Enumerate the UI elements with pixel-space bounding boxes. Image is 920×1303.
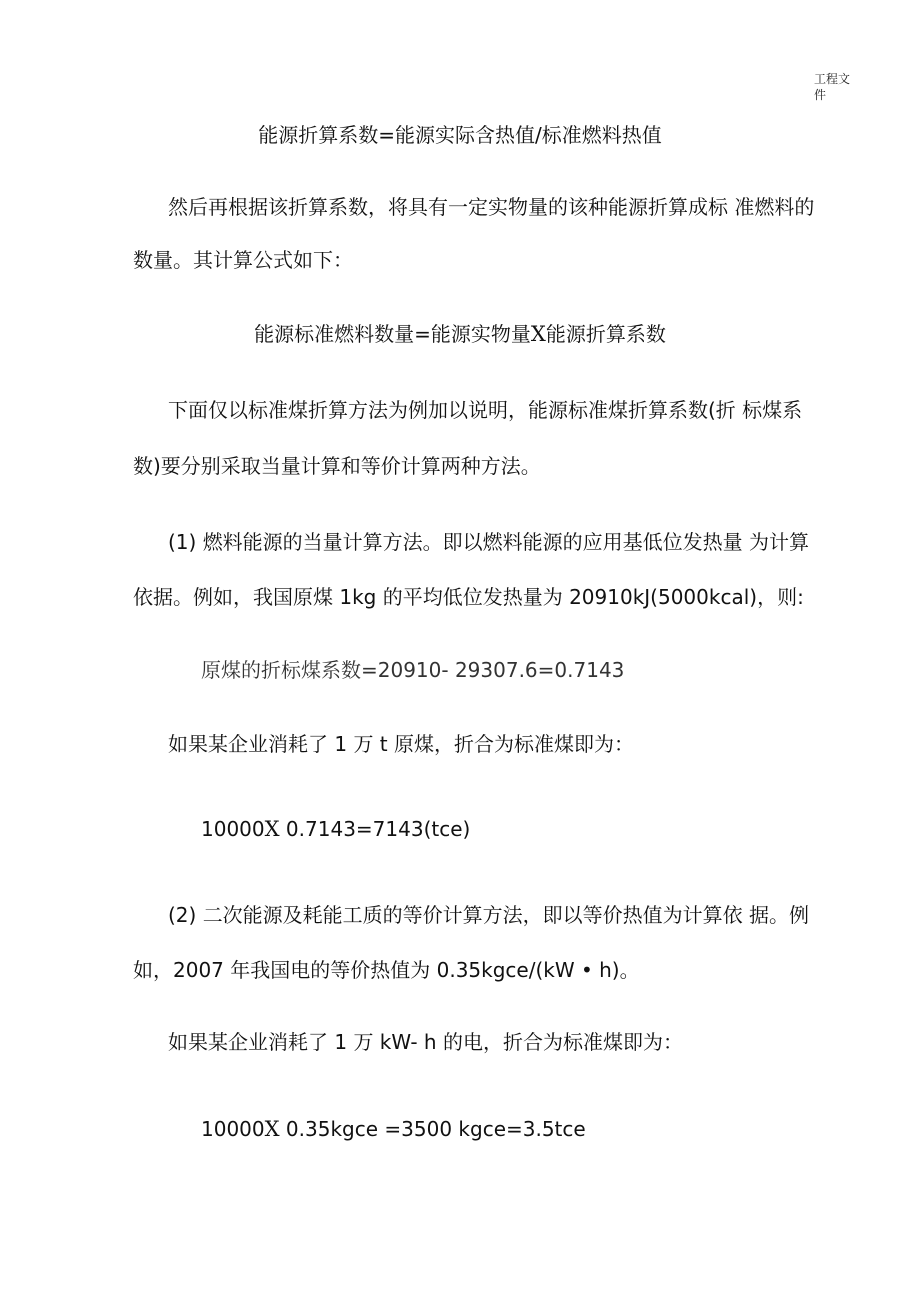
paragraph-2-line-1: 下面仅以标准煤折算方法为例加以说明，能源标准煤折算系数(折 标煤系	[168, 398, 803, 422]
paragraph-1-line-2: 数量。其计算公式如下：	[133, 248, 353, 272]
formula-conversion-coefficient: 能源折算系数=能源实际含热值/标准燃料热值	[258, 123, 662, 147]
paragraph-5-line-1: (2) 二次能源及耗能工质的等价计算方法，即以等价热值为计算依 据。例	[168, 903, 810, 927]
formula-2-right: 能源折算系数	[545, 322, 666, 346]
calculation-1	[201, 815, 470, 843]
calculation-1-left: 10000	[201, 817, 265, 841]
formula-standard-fuel-quantity	[0, 320, 920, 348]
example-raw-coal-coefficient: 原煤的折标煤系数=20910- 29307.6=0.7143	[201, 658, 625, 682]
formula-2-left: 能源标准燃料数量=能源实物量	[254, 322, 531, 346]
calculation-1-right: 0.7143=7143(tce)	[279, 817, 471, 841]
calculation-2	[201, 1115, 586, 1143]
paragraph-6: 如果某企业消耗了 1 万 kW- h 的电，折合为标准煤即为：	[168, 1030, 683, 1054]
paragraph-5-line-2: 如，2007 年我国电的等价热值为 0.35kgce/(kW • h)。	[133, 958, 640, 982]
multiply-sign: X	[264, 1117, 280, 1141]
calculation-2-right: 0.35kgce =3500 kgce=3.5tce	[279, 1117, 586, 1141]
paragraph-4: 如果某企业消耗了 1 万 t 原煤，折合为标准煤即为：	[168, 732, 634, 756]
multiply-sign: X	[264, 817, 280, 841]
paragraph-3-line-1: (1) 燃料能源的当量计算方法。即以燃料能源的应用基低位发热量 为计算	[168, 530, 810, 554]
calculation-2-left: 10000	[201, 1117, 265, 1141]
multiply-sign: X	[530, 322, 546, 346]
paragraph-1-line-1: 然后再根据该折算系数，将具有一定实物量的该种能源折算成标 准燃料的	[168, 195, 815, 219]
paragraph-2-line-2: 数)要分别采取当量计算和等价计算两种方法。	[133, 454, 541, 478]
paragraph-3-line-2: 依据。例如，我国原煤 1kg 的平均低位发热量为 20910kJ(5000kcal)，则:	[133, 585, 804, 609]
header-label: 工程文件	[814, 72, 851, 102]
